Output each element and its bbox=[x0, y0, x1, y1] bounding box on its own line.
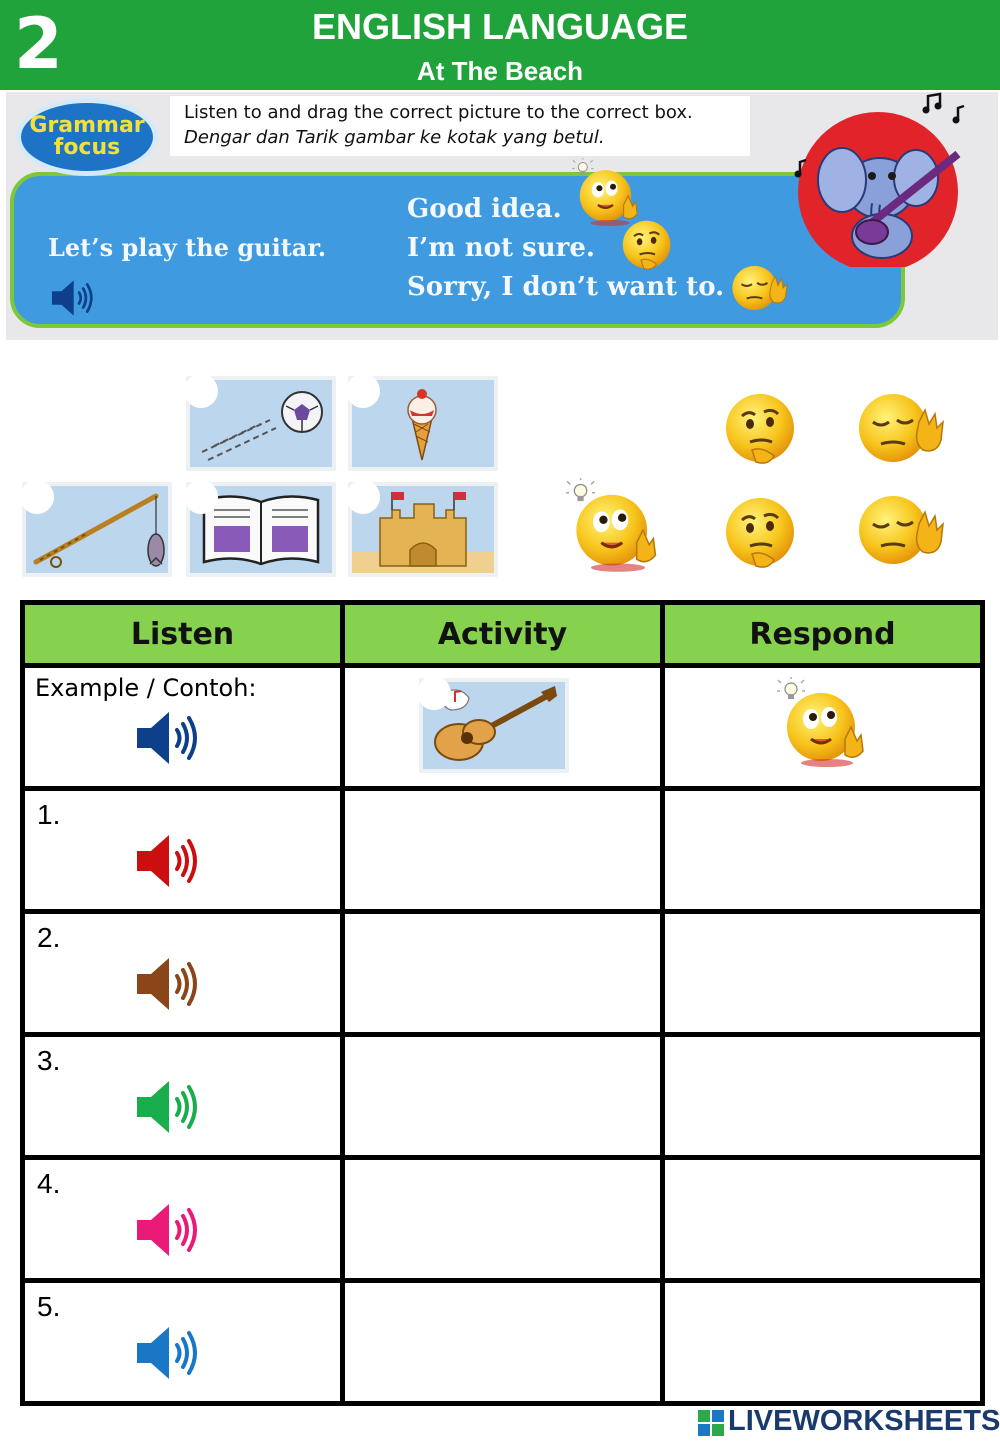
respond-drop-box[interactable] bbox=[663, 1035, 983, 1158]
book-card[interactable] bbox=[186, 482, 336, 577]
respond-drop-box[interactable] bbox=[663, 912, 983, 1035]
liveworksheets-logo-icon bbox=[698, 1410, 724, 1436]
instruction-english: Listen to and drag the correct picture to the correct box. bbox=[184, 102, 693, 123]
activity-drop-box[interactable] bbox=[343, 1035, 663, 1158]
table-row-example bbox=[23, 666, 983, 789]
worksheet-table bbox=[20, 600, 985, 1406]
page-subtitle: At The Beach bbox=[416, 56, 584, 86]
activity-drop-box[interactable] bbox=[343, 1158, 663, 1281]
drag-handle[interactable] bbox=[184, 374, 218, 408]
sandcastle-card[interactable] bbox=[348, 482, 498, 577]
table-row bbox=[23, 789, 983, 912]
respond-drop-box[interactable] bbox=[663, 789, 983, 912]
response-good-idea: Good idea. bbox=[407, 194, 562, 224]
row-number: 2. bbox=[37, 922, 61, 953]
activity-cell-example bbox=[343, 666, 663, 789]
response-not-sure: I’m not sure. bbox=[407, 233, 595, 263]
unit-number: 2 bbox=[14, 3, 63, 85]
header-activity: Activity bbox=[343, 603, 663, 666]
table-row bbox=[23, 1035, 983, 1158]
listen-cell bbox=[23, 1035, 343, 1158]
row-number: 3. bbox=[37, 1045, 61, 1076]
row-number: 1. bbox=[37, 799, 61, 830]
good-idea-emoji-icon bbox=[572, 158, 648, 226]
example-phrase: Let’s play the guitar. bbox=[48, 233, 327, 262]
listen-cell bbox=[23, 1158, 343, 1281]
header-listen: Listen bbox=[23, 603, 343, 666]
listen-cell bbox=[23, 1281, 343, 1404]
drag-handle[interactable] bbox=[184, 480, 218, 514]
table-row bbox=[23, 1281, 983, 1404]
liveworksheets-brand: LIVEWORKSHEETS bbox=[728, 1405, 1000, 1437]
page-title: ENGLISH LANGUAGE bbox=[311, 6, 688, 47]
listen-cell bbox=[23, 912, 343, 1035]
sorry-emoji-icon bbox=[728, 262, 794, 314]
activity-drop-box[interactable] bbox=[343, 789, 663, 912]
thinking-emoji-card[interactable] bbox=[722, 390, 802, 470]
instruction-malay: Dengar dan Tarik gambar ke kotak yang betul. bbox=[184, 127, 605, 148]
ice-cream-card[interactable] bbox=[348, 376, 498, 471]
sorry-emoji-card[interactable] bbox=[852, 388, 954, 468]
sorry-emoji-card[interactable] bbox=[852, 490, 954, 570]
speaker-icon[interactable] bbox=[135, 1325, 201, 1381]
football-card[interactable] bbox=[186, 376, 336, 471]
speaker-icon[interactable] bbox=[135, 1202, 201, 1258]
listen-cell bbox=[23, 789, 343, 912]
good-idea-emoji-card[interactable] bbox=[566, 478, 670, 572]
speaker-icon[interactable] bbox=[135, 710, 201, 766]
respond-cell-example bbox=[663, 666, 983, 789]
grammar-speaker-icon[interactable] bbox=[50, 279, 96, 317]
speaker-icon[interactable] bbox=[135, 833, 201, 889]
table-header-row bbox=[23, 603, 983, 666]
guitar-card bbox=[419, 678, 569, 773]
drag-handle[interactable] bbox=[346, 374, 380, 408]
respond-drop-box[interactable] bbox=[663, 1281, 983, 1404]
good-idea-emoji-icon bbox=[777, 676, 877, 768]
speaker-icon[interactable] bbox=[135, 1079, 201, 1135]
respond-drop-box[interactable] bbox=[663, 1158, 983, 1281]
speaker-icon[interactable] bbox=[135, 956, 201, 1012]
grammar-focus-badge: Grammar focus bbox=[16, 98, 158, 176]
activity-drop-box[interactable] bbox=[343, 1281, 663, 1404]
response-sorry: Sorry, I don’t want to. bbox=[407, 272, 725, 302]
row-number: 5. bbox=[37, 1291, 61, 1322]
table-row bbox=[23, 1158, 983, 1281]
listen-cell-example bbox=[23, 666, 343, 789]
instructions-box bbox=[170, 96, 750, 156]
fishing-rod-card[interactable] bbox=[22, 482, 172, 577]
row-number: 4. bbox=[37, 1168, 61, 1199]
elephant-guitar-illustration bbox=[780, 92, 990, 267]
header-respond: Respond bbox=[663, 603, 983, 666]
example-label: Example / Contoh: bbox=[35, 674, 257, 702]
table-row bbox=[23, 912, 983, 1035]
thinking-emoji-card[interactable] bbox=[722, 494, 802, 574]
activity-drop-box[interactable] bbox=[343, 912, 663, 1035]
thinking-emoji-icon bbox=[620, 218, 676, 274]
drag-handle[interactable] bbox=[346, 480, 380, 514]
drag-handle[interactable] bbox=[20, 480, 54, 514]
drag-handle bbox=[417, 676, 451, 710]
